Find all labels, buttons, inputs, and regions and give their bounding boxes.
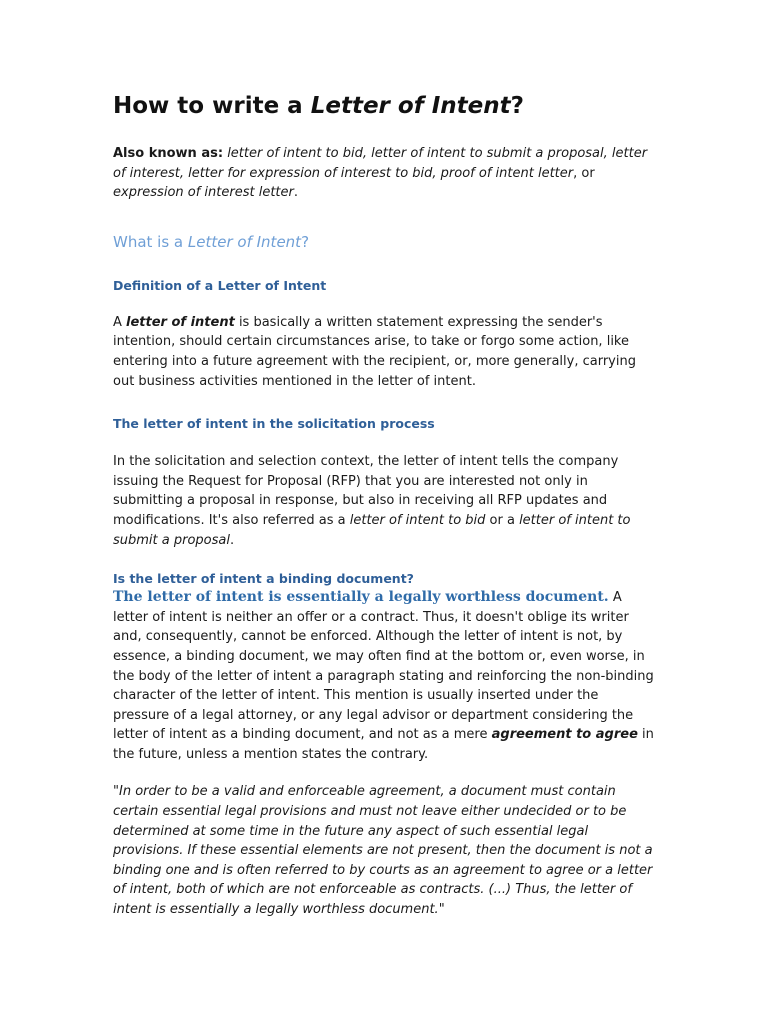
subheading-binding: Is the letter of intent a binding document? bbox=[113, 571, 414, 587]
binding-lead-statement: The letter of intent is essentially a legally worthless document. bbox=[113, 589, 609, 606]
page-title: How to write a Letter of Intent? bbox=[113, 93, 524, 119]
legal-quote: "In order to be a valid and enforceable agreement, a document must contain certain essential legal provisions and must not leave either undecided or to be determined at some time in the future any aspect of such essential legal provisions. If these essential elements are not present, then the document is not a binding one and is often referred to by courts as an agreement to agree or a letter of intent, both of which are not enforceable as contracts. (...) Thus, the letter of intent is essentially a legally worthless document." bbox=[113, 784, 653, 918]
subheading-solicitation: The letter of intent in the solicitation process bbox=[113, 416, 435, 432]
definition-term: letter of intent bbox=[126, 314, 235, 330]
also-known-as-label: Also known as: bbox=[113, 146, 224, 161]
binding-paragraph: The letter of intent is essentially a legally worthless document. A letter of intent is neither an offer or a contract. Thus, it doesn't oblige its writer and, consequently, cannot be enforced. Although the letter of intent is not, by essence, a binding document, we may often find at the bottom or, even worse, in the body of the letter of intent a paragraph stating and reinforcing the non-binding character of the letter of intent. This mention is usually inserted under the pressure of a legal attorney, or any legal advisor or department considering the letter of intent as a binding document, and not as a mere agreement to agree in the future, unless a mention states the contrary. bbox=[113, 589, 654, 762]
subheading-definition: Definition of a Letter of Intent bbox=[113, 277, 327, 293]
section-heading-what-is: What is a Letter of Intent? bbox=[113, 232, 310, 251]
document-content bbox=[113, 90, 658, 920]
agreement-to-agree-term: agreement to agree bbox=[491, 727, 638, 743]
definition-paragraph: A letter of intent is basically a written statement expressing the sender's intention, should certain circumstances arise, to take or forgo some action, like entering into a future agreement with the recipient, or, more generally, carrying out business activities mentioned in the letter of intent. bbox=[113, 314, 636, 389]
title-emphasis: Letter of Intent bbox=[310, 93, 511, 119]
also-known-as-paragraph: Also known as: letter of intent to bid, letter of intent to submit a proposal, letter of interest, letter for expression of interest to bid, proof of intent letter, or expression of interest letter. bbox=[113, 146, 648, 201]
solicitation-paragraph: In the solicitation and selection context, the letter of intent tells the company issuing the Request for Proposal (RFP) that you are interested not only in submitting a proposal in response, but also in receiving all RFP updates and modifications. It's also referred as a letter of intent to bid or a letter of intent to submit a proposal. bbox=[113, 454, 631, 548]
